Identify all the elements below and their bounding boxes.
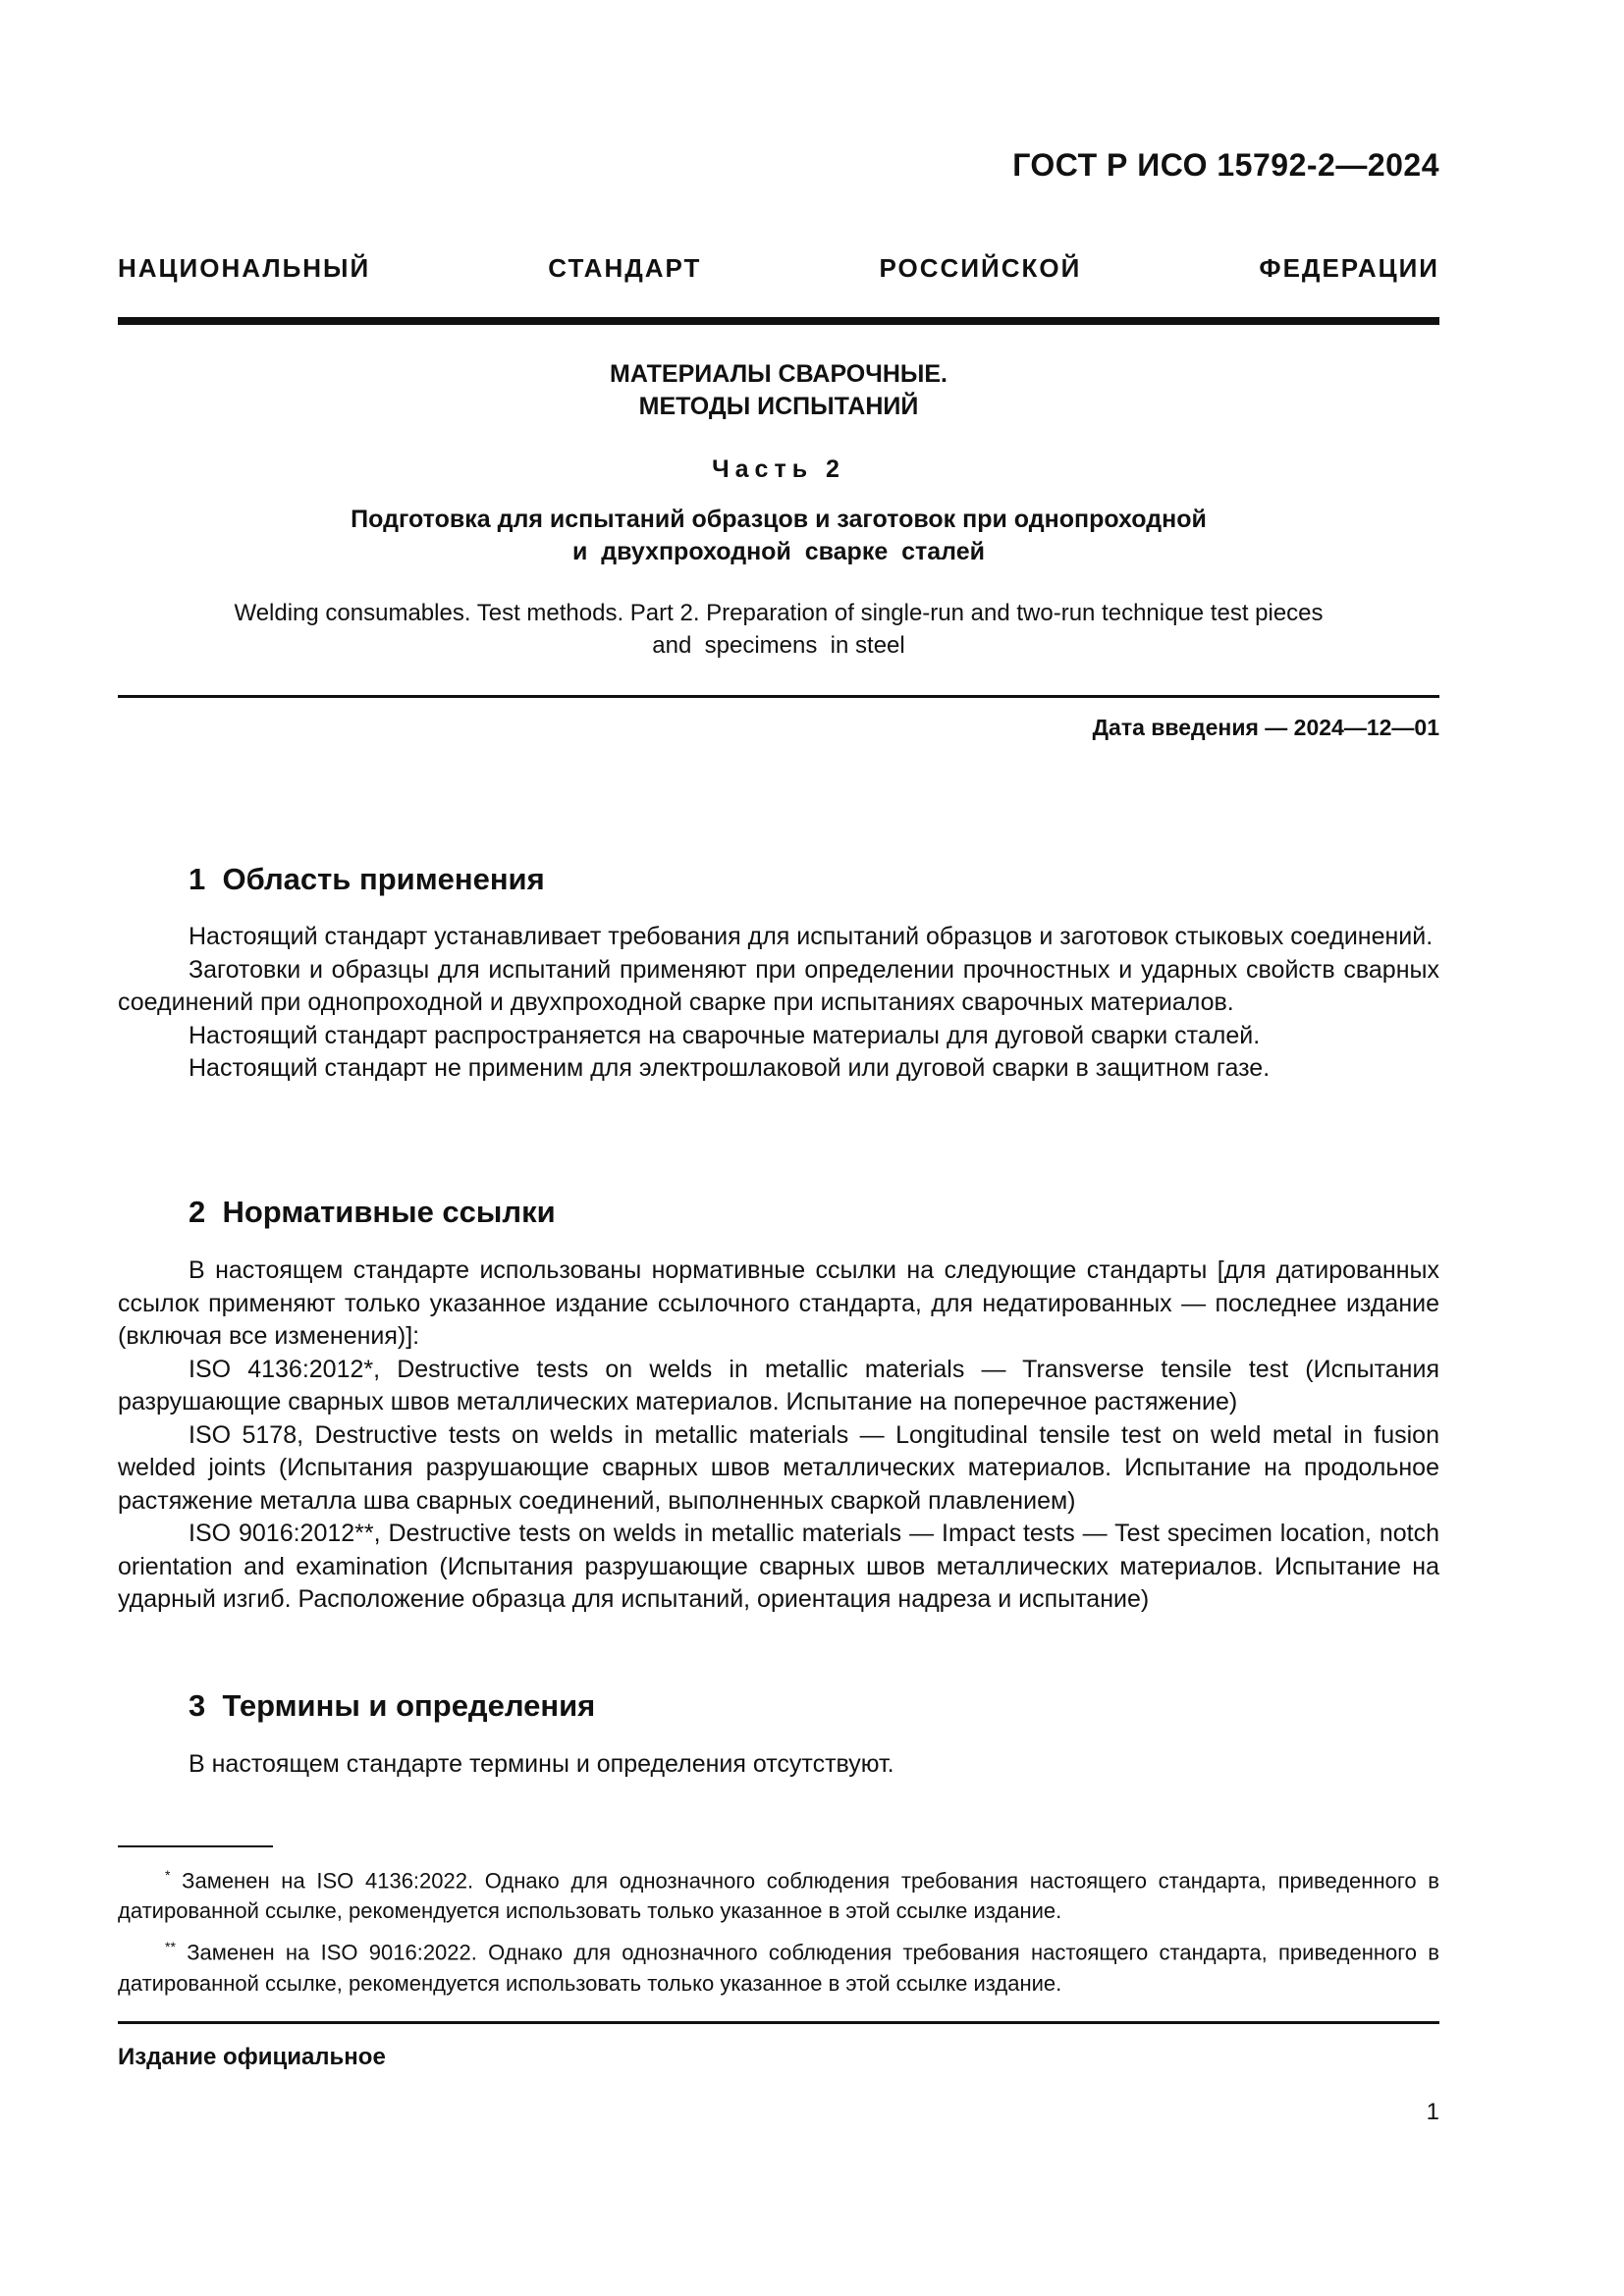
gost-code: ГОСТ Р ИСО 15792-2—2024 bbox=[1012, 147, 1439, 183]
subtitle-line-2: и двухпроходной сварке сталей bbox=[571, 538, 986, 565]
footnote-text: Заменен на ISO 9016:2022. Однако для однозначного соблюдения требования настоящего стандарта, приведенного в датированной ссылке, рекомендуется использовать только указанное в этой ссылке издание. bbox=[118, 1940, 1439, 1996]
reference-item: ISO 4136:2012*, Destructive tests on welds in metallic materials — Transverse tensile test (Испытания разрушающие сварных швов металлических материалов. Испытание на поперечное растяжение) bbox=[118, 1355, 1439, 1415]
paragraph: Настоящий стандарт не применим для электрошлаковой или дуговой сварки в защитном газе. bbox=[189, 1054, 1271, 1082]
national-standard-banner: НАЦИОНАЛЬНЫЙ СТАНДАРТ РОССИЙСКОЙ ФЕДЕРАЦИИ bbox=[118, 253, 1439, 283]
title-line-2: МЕТОДЫ ИСПЫТАНИЙ bbox=[638, 393, 919, 420]
paragraph: В настоящем стандарте использованы нормативные ссылки на следующие стандарты [для датированных ссылок применяют только указанное издание ссылочного стандарта, для недатированных — последнее издание (включая все изменения)]: bbox=[118, 1256, 1439, 1350]
section-heading-normative-references: 2 Нормативные ссылки bbox=[189, 1195, 556, 1229]
paragraph: В настоящем стандарте термины и определения отсутствуют. bbox=[189, 1750, 894, 1778]
paragraph: Настоящий стандарт распространяется на сварочные материалы для дуговой сварки сталей. bbox=[189, 1021, 1261, 1049]
paragraph: Настоящий стандарт устанавливает требования для испытаний образцов и заготовок стыковых соединений. bbox=[189, 923, 1434, 950]
section-body-terms bbox=[118, 1748, 1439, 1782]
document-subtitle bbox=[118, 504, 1439, 568]
footnote-text: Заменен на ISO 4136:2022. Однако для однозначного соблюдения требования настоящего стандарта, приведенного в датированной ссылке, рекомендуется использовать только указанное в этой ссылке издание. bbox=[118, 1868, 1439, 1924]
english-title-line-1: Welding consumables. Test methods. Part 2. Preparation of single-run and two-run technique test pieces bbox=[234, 600, 1324, 626]
footnote-mark: ** bbox=[165, 1939, 176, 1955]
footnote bbox=[118, 1860, 1439, 1926]
document-title bbox=[118, 358, 1439, 423]
footnote-divider bbox=[118, 1845, 273, 1847]
introduction-date: Дата введения — 2024—12—01 bbox=[1092, 715, 1439, 740]
footnote bbox=[118, 1932, 1439, 1998]
paragraph: Заготовки и образцы для испытаний применяют при определении прочностных и ударных свойств сварных соединений при однопроходной и двухпроходной сварке при испытаниях сварочных материалов. bbox=[118, 955, 1439, 1016]
page-number: 1 bbox=[1426, 2099, 1439, 2125]
part-label: Часть 2 bbox=[712, 455, 845, 483]
footnote-mark: * bbox=[165, 1867, 171, 1883]
reference-item: ISO 9016:2012**, Destructive tests on welds in metallic materials — Impact tests — Test specimen location, notch orientation and examination (Испытания разрушающие сварных швов металлических материалов. Испытание на ударный изгиб. Расположение образца для испытаний, ориентация надреза и испытание) bbox=[118, 1520, 1439, 1613]
section-body-normative-references bbox=[118, 1255, 1439, 1617]
subtitle-line-1: Подготовка для испытаний образцов и заготовок при однопроходной bbox=[351, 506, 1207, 533]
footnotes bbox=[118, 1860, 1439, 2004]
document-page bbox=[118, 0, 1439, 2296]
section-heading-scope: 1 Область применения bbox=[189, 862, 545, 896]
edition-label: Издание официальное bbox=[118, 2044, 386, 2070]
english-title-line-2: and specimens in steel bbox=[652, 632, 905, 659]
header-divider bbox=[118, 317, 1439, 325]
title-divider bbox=[118, 695, 1439, 698]
english-title bbox=[118, 597, 1439, 662]
reference-item: ISO 5178, Destructive tests on welds in metallic materials — Longitudinal tensile test on weld metal in fusion welded joints (Испытания разрушающие сварных швов металлических материалов. Испытание на продольное растяжение металла шва сварных соединений, выполненных сваркой плавлением) bbox=[118, 1420, 1439, 1515]
footer-divider bbox=[118, 2021, 1439, 2024]
section-heading-terms: 3 Термины и определения bbox=[189, 1688, 596, 1723]
section-body-scope bbox=[118, 921, 1439, 1086]
title-line-1: МАТЕРИАЛЫ СВАРОЧНЫЕ. bbox=[610, 360, 947, 388]
